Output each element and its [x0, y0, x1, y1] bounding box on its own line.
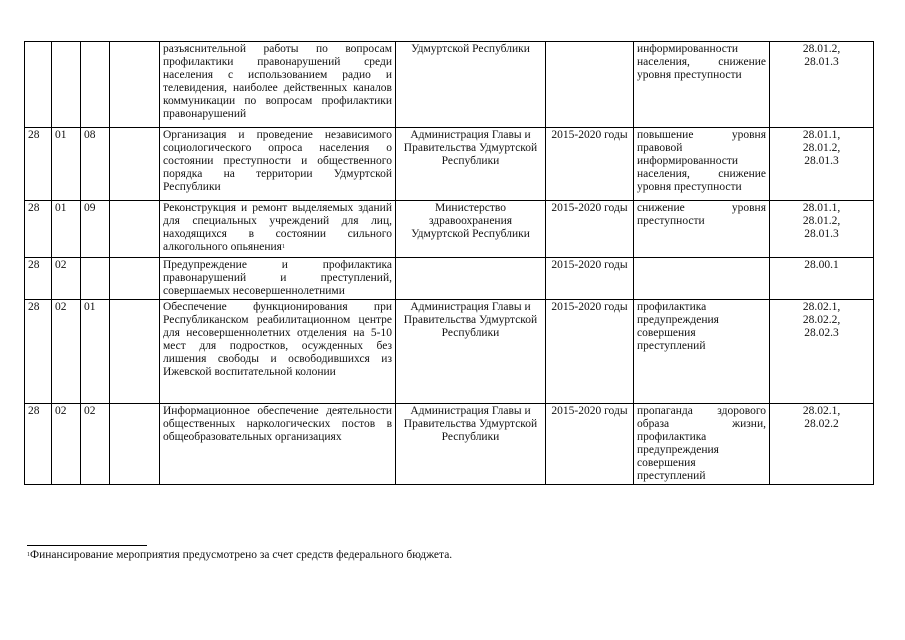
indicator-code: 28.00.1 [804, 259, 839, 271]
footnote-marker: 1 [27, 552, 30, 558]
footnote-text: Финансирование мероприятия предусмотрено за счет средств федерального бюджета. [30, 549, 453, 561]
period: 2015-2020 годы [546, 128, 634, 201]
footnote-ref: 1 [281, 244, 285, 250]
indicator-code: 28.01.2, [802, 215, 841, 227]
table-row [25, 42, 874, 128]
period: 2015-2020 годы [546, 300, 634, 404]
indicator-code: 28.01.1, [802, 202, 841, 214]
code-section: 28 [25, 404, 52, 485]
indicator-code: 28.01.2, [802, 142, 841, 154]
indicator-code: 28.02.3 [804, 327, 839, 339]
indicator-codes [770, 128, 874, 201]
executor: Администрация Главы и Правительства Удмуртской Республики [396, 404, 546, 485]
measure-description-text: Предупреждение и профилактика правонарушений и преступлений, совершаемых несовершеннолетними [163, 259, 392, 297]
table-row [25, 201, 874, 258]
table-row [25, 128, 874, 201]
code-section [25, 42, 52, 128]
code-extra [110, 201, 160, 258]
measure-description [160, 201, 396, 258]
indicator-codes [770, 201, 874, 258]
expected-result [634, 258, 770, 300]
footnote-divider [27, 545, 147, 546]
code-subprogram: 02 [52, 300, 81, 404]
code-measure: 02 [81, 404, 110, 485]
footnote [27, 549, 452, 562]
code-section: 28 [25, 300, 52, 404]
measure-description-text: Информационное обеспечение деятельности общественных наркологических постов в общеобразовательных организациях [163, 405, 392, 443]
code-extra [110, 42, 160, 128]
executor: Министерство здравоохранения Удмуртской Республики [396, 201, 546, 258]
code-section: 28 [25, 128, 52, 201]
code-measure [81, 258, 110, 300]
table-body [25, 42, 874, 485]
indicator-codes [770, 404, 874, 485]
indicator-codes [770, 42, 874, 128]
measure-description [160, 42, 396, 128]
measures-table [24, 41, 874, 485]
measure-description [160, 300, 396, 404]
indicator-code: 28.02.2 [804, 418, 839, 430]
code-section: 28 [25, 258, 52, 300]
expected-result: профилактика предупреждения совершения преступлений [634, 300, 770, 404]
measure-description-text: Обеспечение функционирования при Республиканском реабилитационном центре для несовершеннолетних отделения на 5-10 мест для подростков, осужденных без лишения свободы и освободившихся из Ижевской воспитательной колонии [163, 301, 392, 378]
code-subprogram: 02 [52, 404, 81, 485]
period: 2015-2020 годы [546, 201, 634, 258]
code-subprogram: 02 [52, 258, 81, 300]
indicator-code: 28.02.1, [802, 301, 841, 313]
expected-result: повышение уровня правовой информированности населения, снижение уровня преступности [634, 128, 770, 201]
indicator-codes [770, 258, 874, 300]
period: 2015-2020 годы [546, 258, 634, 300]
executor: Администрация Главы и Правительства Удмуртской Республики [396, 300, 546, 404]
executor [396, 258, 546, 300]
measure-description-text: разъяснительной работы по вопросам профилактики правонарушений среди населения с использованием радио и телевидения, наиболее действенных каналов коммуникации по вопросам профилактики правонарушений [163, 43, 392, 120]
expected-result: информированности населения, снижение уровня преступности [634, 42, 770, 128]
indicator-code: 28.02.2, [802, 314, 841, 326]
code-section: 28 [25, 201, 52, 258]
code-subprogram: 01 [52, 128, 81, 201]
code-subprogram [52, 42, 81, 128]
period [546, 42, 634, 128]
code-extra [110, 258, 160, 300]
code-measure: 08 [81, 128, 110, 201]
measure-description [160, 258, 396, 300]
period: 2015-2020 годы [546, 404, 634, 485]
indicator-code: 28.01.1, [802, 129, 841, 141]
measure-description [160, 128, 396, 201]
executor: Удмуртской Республики [396, 42, 546, 128]
table-row [25, 300, 874, 404]
expected-result: пропаганда здорового образа жизни, профилактика предупреждения совершения преступлений [634, 404, 770, 485]
indicator-code: 28.01.3 [804, 56, 839, 68]
table-row [25, 258, 874, 300]
code-extra [110, 404, 160, 485]
code-subprogram: 01 [52, 201, 81, 258]
indicator-code: 28.01.3 [804, 155, 839, 167]
table-row [25, 404, 874, 485]
expected-result: снижение уровня преступности [634, 201, 770, 258]
measure-description-text: Реконструкция и ремонт выделяемых зданий для специальных учреждений для лиц, находящихся в состоянии сильного алкогольного опьянения [163, 202, 392, 253]
measure-description [160, 404, 396, 485]
code-measure: 01 [81, 300, 110, 404]
code-measure [81, 42, 110, 128]
indicator-code: 28.01.3 [804, 228, 839, 240]
indicator-code: 28.01.2, [802, 43, 841, 55]
indicator-code: 28.02.1, [802, 405, 841, 417]
code-measure: 09 [81, 201, 110, 258]
measure-description-text: Организация и проведение независимого социологического опроса населения о состоянии преступности и общественного порядка на территории Удмуртской Республики [163, 129, 392, 193]
code-extra [110, 128, 160, 201]
code-extra [110, 300, 160, 404]
indicator-codes [770, 300, 874, 404]
executor: Администрация Главы и Правительства Удмуртской Республики [396, 128, 546, 201]
